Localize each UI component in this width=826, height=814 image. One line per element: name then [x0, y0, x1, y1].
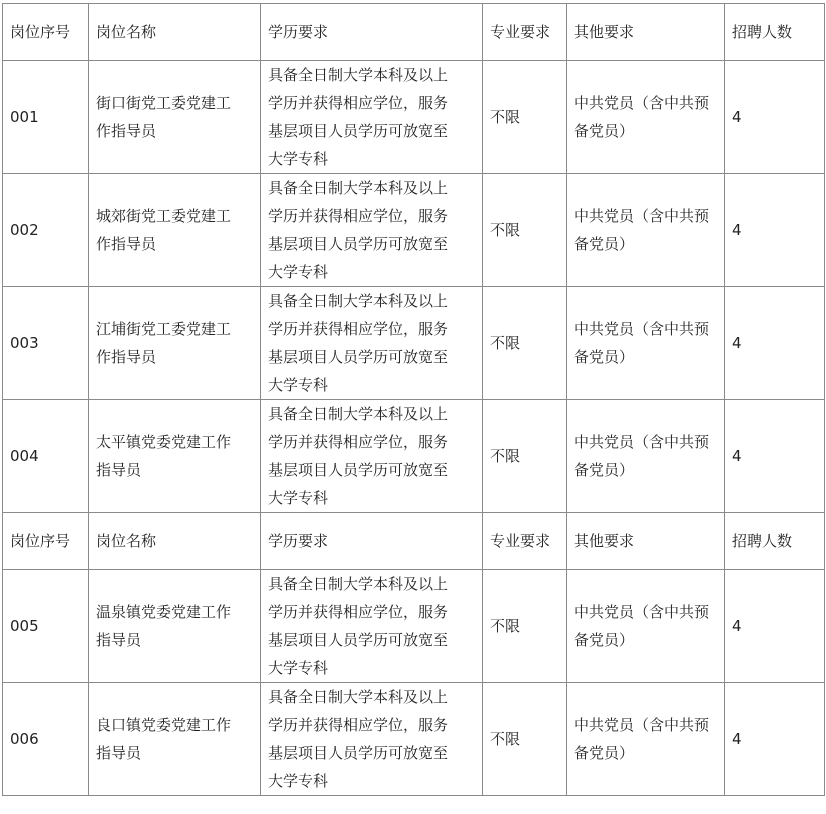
education-requirement: [261, 683, 483, 796]
table-body: [3, 4, 825, 796]
position-name: [89, 570, 261, 683]
education-requirement-line: 具备全日制大学本科及以上: [268, 688, 449, 706]
education-requirement-line: 具备全日制大学本科及以上: [268, 292, 449, 310]
position-name-line: 温泉镇党委党建工作: [96, 603, 232, 621]
hire-count: 4: [725, 570, 825, 683]
major-requirement: 不限: [483, 400, 567, 513]
column-header-count: 招聘人数: [725, 4, 825, 61]
column-header-edu: 学历要求: [261, 4, 483, 61]
recruitment-table: [2, 3, 825, 796]
other-requirement: [567, 683, 725, 796]
other-requirement-line: 备党员）: [574, 235, 635, 253]
other-requirement: [567, 570, 725, 683]
education-requirement-line: 基层项目人员学历可放宽至: [268, 122, 449, 140]
education-requirement-line: 大学专科: [268, 263, 329, 281]
education-requirement-line: 基层项目人员学历可放宽至: [268, 744, 449, 762]
column-header-count: 招聘人数: [725, 513, 825, 570]
education-requirement-line: 具备全日制大学本科及以上: [268, 575, 449, 593]
position-id: 002: [3, 174, 89, 287]
education-requirement-line: 学历并获得相应学位，服务: [268, 433, 449, 451]
other-requirement: [567, 61, 725, 174]
position-name-line: 指导员: [96, 631, 142, 649]
other-requirement-line: 中共党员（含中共预: [574, 603, 710, 621]
education-requirement-line: 学历并获得相应学位，服务: [268, 94, 449, 112]
table-header-row: [3, 513, 825, 570]
position-name: [89, 174, 261, 287]
education-requirement-line: 大学专科: [268, 376, 329, 394]
education-requirement-line: 具备全日制大学本科及以上: [268, 66, 449, 84]
hire-count: 4: [725, 287, 825, 400]
column-header-id: 岗位序号: [3, 4, 89, 61]
column-header-name: 岗位名称: [89, 4, 261, 61]
position-id: 003: [3, 287, 89, 400]
other-requirement-line: 中共党员（含中共预: [574, 207, 710, 225]
position-name: [89, 287, 261, 400]
other-requirement: [567, 174, 725, 287]
position-id: 004: [3, 400, 89, 513]
column-header-edu: 学历要求: [261, 513, 483, 570]
other-requirement-line: 中共党员（含中共预: [574, 716, 710, 734]
column-header-other: 其他要求: [567, 4, 725, 61]
position-name-line: 作指导员: [96, 235, 157, 253]
table-row: [3, 683, 825, 796]
column-header-name: 岗位名称: [89, 513, 261, 570]
other-requirement-line: 备党员）: [574, 461, 635, 479]
position-name-line: 指导员: [96, 461, 142, 479]
other-requirement: [567, 287, 725, 400]
column-header-major: 专业要求: [483, 4, 567, 61]
position-name-line: 城郊街党工委党建工: [96, 207, 232, 225]
education-requirement-line: 大学专科: [268, 489, 329, 507]
other-requirement-line: 备党员）: [574, 348, 635, 366]
position-name: [89, 400, 261, 513]
table-row: [3, 287, 825, 400]
table-row: [3, 61, 825, 174]
education-requirement-line: 基层项目人员学历可放宽至: [268, 348, 449, 366]
major-requirement: 不限: [483, 287, 567, 400]
column-header-other: 其他要求: [567, 513, 725, 570]
major-requirement: 不限: [483, 174, 567, 287]
other-requirement-line: 中共党员（含中共预: [574, 320, 710, 338]
education-requirement-line: 学历并获得相应学位，服务: [268, 603, 449, 621]
education-requirement: [261, 174, 483, 287]
other-requirement-line: 备党员）: [574, 744, 635, 762]
education-requirement-line: 大学专科: [268, 150, 329, 168]
position-name: [89, 683, 261, 796]
other-requirement-line: 备党员）: [574, 122, 635, 140]
table-row: [3, 174, 825, 287]
hire-count: 4: [725, 61, 825, 174]
education-requirement-line: 基层项目人员学历可放宽至: [268, 631, 449, 649]
position-id: 001: [3, 61, 89, 174]
column-header-id: 岗位序号: [3, 513, 89, 570]
education-requirement-line: 大学专科: [268, 772, 329, 790]
position-name-line: 指导员: [96, 744, 142, 762]
position-id: 005: [3, 570, 89, 683]
education-requirement-line: 具备全日制大学本科及以上: [268, 179, 449, 197]
education-requirement-line: 学历并获得相应学位，服务: [268, 320, 449, 338]
education-requirement: [261, 287, 483, 400]
major-requirement: 不限: [483, 683, 567, 796]
education-requirement-line: 具备全日制大学本科及以上: [268, 405, 449, 423]
other-requirement-line: 中共党员（含中共预: [574, 433, 710, 451]
major-requirement: 不限: [483, 570, 567, 683]
hire-count: 4: [725, 400, 825, 513]
other-requirement-line: 中共党员（含中共预: [574, 94, 710, 112]
major-requirement: 不限: [483, 61, 567, 174]
position-id: 006: [3, 683, 89, 796]
education-requirement-line: 基层项目人员学历可放宽至: [268, 461, 449, 479]
education-requirement-line: 基层项目人员学历可放宽至: [268, 235, 449, 253]
position-name-line: 良口镇党委党建工作: [96, 716, 232, 734]
position-name-line: 作指导员: [96, 348, 157, 366]
hire-count: 4: [725, 683, 825, 796]
hire-count: 4: [725, 174, 825, 287]
education-requirement: [261, 400, 483, 513]
education-requirement: [261, 570, 483, 683]
education-requirement-line: 学历并获得相应学位，服务: [268, 716, 449, 734]
position-name-line: 太平镇党委党建工作: [96, 433, 232, 451]
education-requirement-line: 大学专科: [268, 659, 329, 677]
other-requirement-line: 备党员）: [574, 631, 635, 649]
position-name: [89, 61, 261, 174]
table-header-row: [3, 4, 825, 61]
position-name-line: 江埔街党工委党建工: [96, 320, 232, 338]
table-row: [3, 400, 825, 513]
other-requirement: [567, 400, 725, 513]
position-name-line: 作指导员: [96, 122, 157, 140]
column-header-major: 专业要求: [483, 513, 567, 570]
table-row: [3, 570, 825, 683]
position-name-line: 街口街党工委党建工: [96, 94, 232, 112]
education-requirement-line: 学历并获得相应学位，服务: [268, 207, 449, 225]
education-requirement: [261, 61, 483, 174]
